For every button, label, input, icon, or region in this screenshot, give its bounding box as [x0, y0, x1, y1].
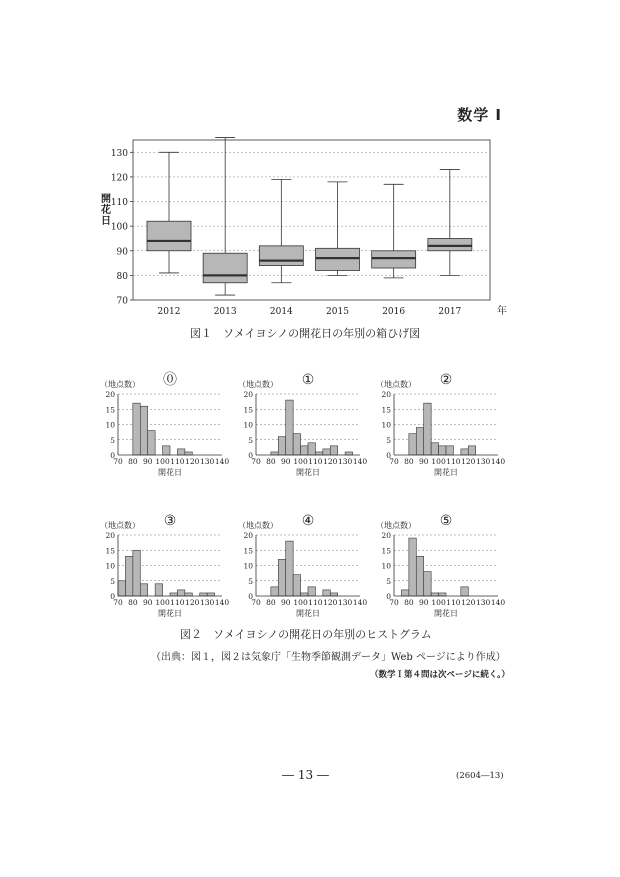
histogram-bar	[293, 575, 300, 596]
histogram-bar	[278, 559, 285, 596]
x-tick-label: 140	[352, 457, 368, 466]
x-tick-label: 140	[490, 457, 506, 466]
y-tick-label: 80	[116, 271, 128, 282]
histogram-bar	[177, 590, 184, 596]
y-tick-label: 5	[110, 435, 115, 445]
histogram-bar	[424, 403, 431, 455]
histogram-bar	[301, 593, 308, 596]
histogram-bar	[133, 403, 140, 455]
option-label: ⑤	[439, 513, 453, 529]
x-tick-label: 2016	[382, 307, 406, 317]
option-label: ①	[301, 372, 315, 388]
histogram-bar	[177, 449, 184, 455]
y-unit-label: （地点数）	[238, 521, 278, 530]
y-tick-label: 20	[105, 531, 115, 540]
x-axis-label: 開花日	[296, 609, 320, 618]
box-body	[372, 251, 416, 268]
x-tick-label: 2013	[213, 307, 237, 317]
x-tick-label: 130	[337, 457, 353, 466]
y-tick-label: 5	[386, 435, 391, 445]
histogram-bar	[461, 449, 468, 455]
histogram-bar	[286, 400, 293, 455]
x-tick-label: 90	[142, 457, 153, 466]
source-note: （出典：図１，図２は気象庁「生物季節観測データ」Web ページにより作成）	[151, 652, 506, 663]
histogram-bar	[308, 443, 315, 455]
y-tick-label: 10	[381, 420, 391, 430]
y-tick-label: 10	[243, 420, 253, 430]
x-tick-label: 140	[352, 598, 368, 607]
y-axis-label-char: 日	[101, 216, 111, 227]
x-axis-label: 開花日	[434, 609, 458, 618]
y-axis-label-char: 開	[101, 194, 111, 205]
x-tick-label: 100	[293, 598, 308, 607]
x-tick-label: 140	[214, 457, 230, 466]
y-tick-label: 0	[110, 592, 115, 601]
x-tick-label: 80	[266, 598, 276, 607]
x-tick-label: 80	[404, 457, 414, 466]
option-label: ③	[163, 513, 177, 529]
histogram-bar	[200, 593, 207, 596]
histogram-bar	[323, 449, 330, 455]
subject-heading: 数学 I	[457, 106, 502, 124]
histogram-bar	[401, 590, 408, 596]
x-tick-label: 2012	[157, 307, 181, 317]
histogram-bar	[271, 452, 278, 455]
histogram-bar	[424, 572, 431, 596]
x-tick-label: 110	[446, 598, 461, 607]
histogram-bar	[140, 584, 147, 596]
x-tick-label: 70	[113, 598, 123, 607]
x-tick-label: 120	[461, 598, 476, 607]
x-tick-label: 130	[475, 457, 491, 466]
y-tick-label: 10	[105, 561, 115, 571]
figure2-caption: 図２ ソメイヨシノの開花日の年別のヒストグラム	[180, 628, 432, 641]
y-tick-label: 0	[248, 592, 253, 601]
x-tick-label: 70	[251, 598, 261, 607]
histogram-bar	[431, 443, 438, 455]
y-tick-label: 0	[248, 451, 253, 460]
y-tick-label: 5	[248, 435, 253, 445]
x-tick-label: 2015	[326, 307, 349, 317]
histogram-bar	[278, 437, 285, 455]
y-tick-label: 20	[105, 390, 115, 399]
x-axis-label: 開花日	[158, 609, 182, 618]
x-tick-label: 100	[431, 457, 446, 466]
histogram-bar	[170, 593, 177, 596]
y-tick-label: 0	[386, 451, 391, 460]
x-axis-label: 開花日	[434, 468, 458, 477]
y-unit-label: （地点数）	[376, 380, 416, 389]
box-body	[203, 253, 247, 283]
plot-frame	[133, 140, 490, 300]
x-tick-label: 90	[142, 598, 153, 607]
x-tick-label: 2017	[438, 307, 462, 317]
box-body	[259, 246, 303, 266]
x-tick-label: 100	[155, 598, 170, 607]
boxplot-chart	[95, 130, 510, 320]
x-tick-label: 120	[185, 457, 200, 466]
y-tick-label: 120	[110, 173, 128, 184]
y-tick-label: 15	[105, 405, 115, 415]
y-tick-label: 10	[243, 561, 253, 571]
continue-note: （数学Ｉ第４問は次ページに続く。）	[370, 670, 510, 680]
box-body	[316, 248, 360, 270]
histogram-bar	[330, 593, 337, 596]
x-tick-label: 80	[266, 457, 276, 466]
x-tick-label: 70	[389, 457, 399, 466]
y-tick-label: 0	[110, 451, 115, 460]
figure1-caption: 図１ ソメイヨシノの開花日の年別の箱ひげ図	[190, 327, 421, 340]
histogram-bar	[416, 556, 423, 596]
box-body	[147, 221, 191, 251]
histogram-bar	[409, 434, 416, 455]
x-tick-label: 120	[185, 598, 200, 607]
x-tick-label: 80	[128, 457, 138, 466]
x-axis-label: 開花日	[296, 468, 320, 477]
histogram-bar	[293, 434, 300, 455]
histogram-bar	[323, 590, 330, 596]
x-tick-label: 120	[461, 457, 476, 466]
histogram-bar	[125, 556, 132, 596]
x-tick-label: 90	[418, 598, 429, 607]
y-tick-label: 15	[243, 546, 253, 556]
page-code: (2604―13)	[456, 771, 504, 781]
x-axis-label: 開花日	[158, 468, 182, 477]
y-tick-label: 90	[116, 247, 128, 258]
y-tick-label: 110	[110, 198, 128, 209]
y-tick-label: 5	[386, 576, 391, 586]
histogram-bar	[286, 541, 293, 596]
y-unit-label: （地点数）	[376, 521, 416, 530]
histogram-bar	[140, 406, 147, 455]
x-tick-label: 130	[199, 457, 215, 466]
histogram-1	[238, 370, 368, 482]
histogram-bar	[155, 584, 162, 596]
histogram-bar	[345, 452, 352, 455]
histogram-bar	[439, 593, 446, 596]
y-unit-label: （地点数）	[100, 521, 140, 530]
histogram-bar	[163, 446, 170, 455]
histogram-bar	[271, 587, 278, 596]
histogram-bar	[301, 446, 308, 455]
x-tick-label: 70	[113, 457, 123, 466]
histogram-4	[238, 511, 368, 623]
histogram-3	[100, 511, 230, 623]
histogram-bar	[330, 446, 337, 455]
page-number: ― 13 ―	[282, 768, 329, 782]
y-unit-label: （地点数）	[100, 380, 140, 389]
option-label: ⓪	[163, 372, 177, 388]
x-tick-label: 140	[490, 598, 506, 607]
y-tick-label: 0	[386, 592, 391, 601]
x-tick-label: 110	[170, 598, 185, 607]
histogram-2	[376, 370, 506, 482]
histogram-bar	[148, 431, 155, 455]
y-tick-label: 15	[381, 405, 391, 415]
box-body	[428, 238, 472, 250]
y-tick-label: 70	[116, 296, 128, 307]
histogram-bar	[315, 452, 322, 455]
histogram-bar	[207, 593, 214, 596]
x-tick-label: 70	[389, 598, 399, 607]
histogram-0	[100, 370, 230, 482]
y-tick-label: 10	[381, 561, 391, 571]
histogram-bar	[468, 446, 475, 455]
histogram-bar	[185, 593, 192, 596]
y-tick-label: 15	[105, 546, 115, 556]
option-label: ②	[439, 372, 453, 388]
y-tick-label: 15	[243, 405, 253, 415]
histogram-bar	[416, 428, 423, 455]
histogram-bar	[461, 587, 468, 596]
histogram-bar	[185, 452, 192, 455]
x-tick-label: 80	[128, 598, 138, 607]
x-tick-label: 70	[251, 457, 261, 466]
x-tick-label: 2014	[269, 307, 293, 317]
y-tick-label: 20	[243, 390, 253, 399]
x-tick-label: 110	[308, 457, 323, 466]
x-tick-label: 100	[293, 457, 308, 466]
x-tick-label: 120	[323, 598, 338, 607]
x-tick-label: 90	[280, 598, 291, 607]
x-axis-unit: 年	[497, 306, 507, 317]
x-tick-label: 130	[475, 598, 491, 607]
x-tick-label: 110	[170, 457, 185, 466]
histogram-bar	[409, 538, 416, 596]
y-tick-label: 130	[110, 148, 128, 159]
y-tick-label: 15	[381, 546, 391, 556]
y-tick-label: 5	[248, 576, 253, 586]
histogram-bar	[308, 587, 315, 596]
x-tick-label: 90	[280, 457, 291, 466]
x-tick-label: 80	[404, 598, 414, 607]
y-tick-label: 20	[381, 390, 391, 399]
histogram-bar	[133, 550, 140, 596]
y-tick-label: 20	[381, 531, 391, 540]
histogram-bar	[118, 581, 125, 596]
option-label: ④	[301, 513, 315, 529]
histogram-5	[376, 511, 506, 623]
histogram-bar	[446, 446, 453, 455]
x-tick-label: 100	[155, 457, 170, 466]
x-tick-label: 110	[308, 598, 323, 607]
x-tick-label: 100	[431, 598, 446, 607]
y-tick-label: 10	[105, 420, 115, 430]
y-tick-label: 100	[110, 222, 128, 233]
histogram-bar	[439, 446, 446, 455]
x-tick-label: 130	[199, 598, 215, 607]
y-tick-label: 5	[110, 576, 115, 586]
y-tick-label: 20	[243, 531, 253, 540]
x-tick-label: 90	[418, 457, 429, 466]
x-tick-label: 130	[337, 598, 353, 607]
x-tick-label: 120	[323, 457, 338, 466]
histogram-bar	[431, 593, 438, 596]
x-tick-label: 140	[214, 598, 230, 607]
x-tick-label: 110	[446, 457, 461, 466]
y-unit-label: （地点数）	[238, 380, 278, 389]
y-axis-label-char: 花	[101, 205, 111, 216]
